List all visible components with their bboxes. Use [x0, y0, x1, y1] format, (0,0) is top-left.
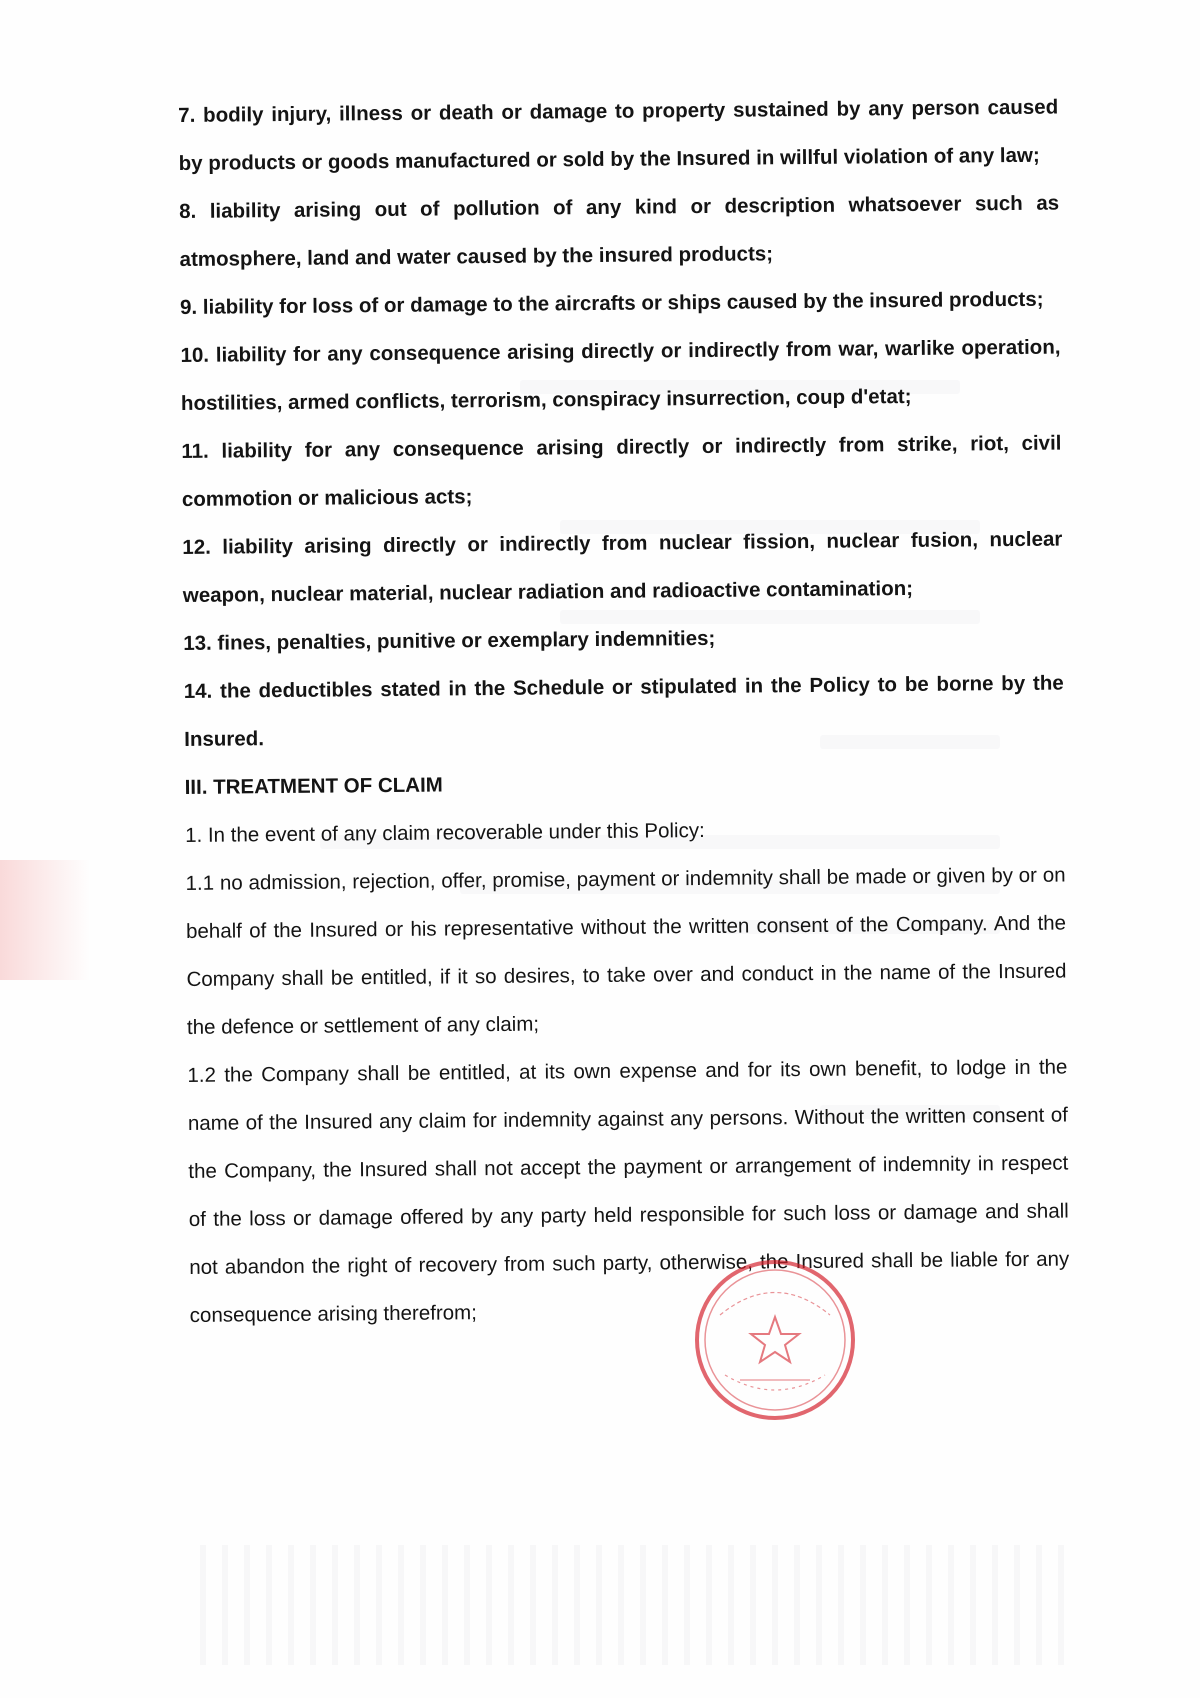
section-heading-treatment-of-claim: III. TREATMENT OF CLAIM — [184, 773, 443, 799]
company-seal-stamp — [690, 1255, 860, 1425]
scan-noise — [200, 1545, 1080, 1665]
exclusion-item-9: 9. liability for loss of or damage to the aircrafts or ships caused by the insured products; — [179, 287, 1044, 319]
claim-clause-1: 1. In the event of any claim recoverable under this Policy: — [185, 818, 705, 847]
claim-clause-1-2: 1.2 the Company shall be entitled, at its own expense and for its own benefit, to lodge in the name of the Insured any claim for indemnity against any persons. Without the written consent of the Company, the Insured shall not accept the payment or arrangement of indemnity in respect of the loss or damage offered by any party held responsible for such loss or damage and shall not abandon the right of recovery from such party, otherwise, the Insured shall be liable for any consequence arising therefrom; — [187, 1055, 1070, 1327]
scan-edge-tint — [0, 860, 90, 980]
exclusion-item-12: 12. liability arising directly or indirectly from nuclear fission, nuclear fusion, nuclear weapon, nuclear material, nuclear radiation and radioactive contamination; — [182, 527, 1063, 607]
exclusion-item-14: 14. the deductibles stated in the Schedule or stipulated in the Policy to be borne by the Insured. — [183, 671, 1064, 751]
exclusion-item-8: 8. liability arising out of pollution of any kind or description whatsoever such as atmosphere, land and water caused by the insured products; — [179, 191, 1060, 271]
claim-clause-1-1: 1.1 no admission, rejection, offer, promise, payment or indemnity shall be made or given by or on behalf of the Insured or his representative without the written consent of the Company. And the Company shall be entitled, if it so desires, to take over and conduct in the name of the Insured the defence or settlement of any claim; — [185, 863, 1067, 1039]
exclusion-item-13: 13. fines, penalties, punitive or exemplary indemnities; — [183, 626, 716, 655]
policy-body — [178, 84, 1070, 1340]
exclusion-item-11: 11. liability for any consequence arising directly or indirectly from strike, riot, civil commotion or malicious acts; — [181, 431, 1062, 511]
exclusion-item-7: 7. bodily injury, illness or death or damage to property sustained by any person caused by products or goods manufactured or sold by the Insured in willful violation of any law; — [178, 95, 1059, 175]
exclusion-item-10: 10. liability for any consequence arising directly or indirectly from war, warlike operation, hostilities, armed conflicts, terrorism, conspiracy insurrection, coup d'etat; — [180, 335, 1061, 415]
